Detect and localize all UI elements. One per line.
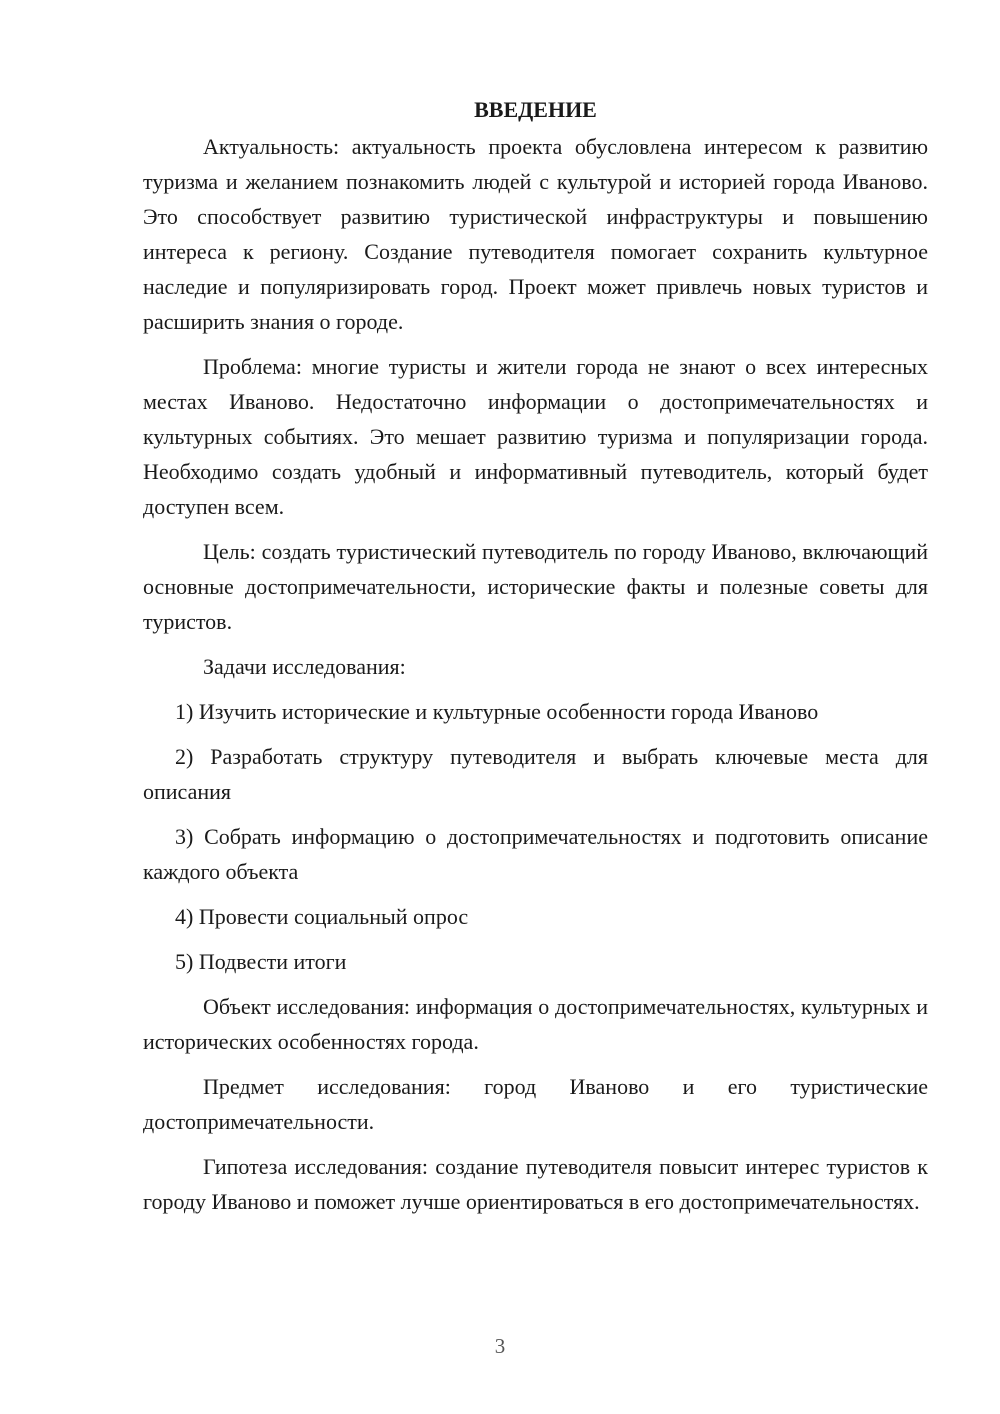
section-title: ВВЕДЕНИЕ: [474, 97, 597, 122]
paragraph-relevance: Актуальность: актуальность проекта обусловлена интересом к развитию туризма и желанием познакомить людей с культурой и историей города Иваново. Это способствует развитию туристической инфраструктуры и повышению интереса к региону. Создание путеводителя помогает сохранить культурное наследие и популяризировать город. Проект может привлечь новых туристов и расширить знания о городе.: [143, 134, 928, 334]
tasks-heading: Задачи исследования:: [203, 654, 406, 679]
task-item-4: 4) Провести социальный опрос: [175, 904, 469, 929]
task-item-5: 5) Подвести итоги: [175, 949, 347, 974]
task-item-1: 1) Изучить исторические и культурные особенности города Иваново: [175, 699, 819, 724]
paragraph-object: Объект исследования: информация о достопримечательностях, культурных и исторических особенностях города.: [143, 994, 928, 1054]
paragraph-hypothesis: Гипотеза исследования: создание путеводителя повысит интерес туристов к городу Иваново и поможет лучше ориентироваться в его достопримечательностях.: [143, 1154, 928, 1214]
paragraph-subject: Предмет исследования: город Иваново и его туристические достопримечательности.: [143, 1074, 928, 1134]
paragraph-goal: Цель: создать туристический путеводитель по городу Иваново, включающий основные достопримечательности, исторические факты и полезные советы для туристов.: [143, 539, 928, 634]
page-number: 3: [494, 1334, 506, 1358]
task-item-2: 2) Разработать структуру путеводителя и выбрать ключевые места для описания: [143, 744, 928, 804]
paragraph-problem: Проблема: многие туристы и жители города не знают о всех интересных местах Иваново. Недостаточно информации о достопримечательностях и культурных событиях. Это мешает развитию туризма и популяризации города. Необходимо создать удобный и информативный путеводитель, который будет доступен всем.: [143, 354, 928, 519]
document-page: [143, 92, 928, 1229]
task-item-3: 3) Собрать информацию о достопримечательностях и подготовить описание каждого объекта: [143, 824, 928, 884]
